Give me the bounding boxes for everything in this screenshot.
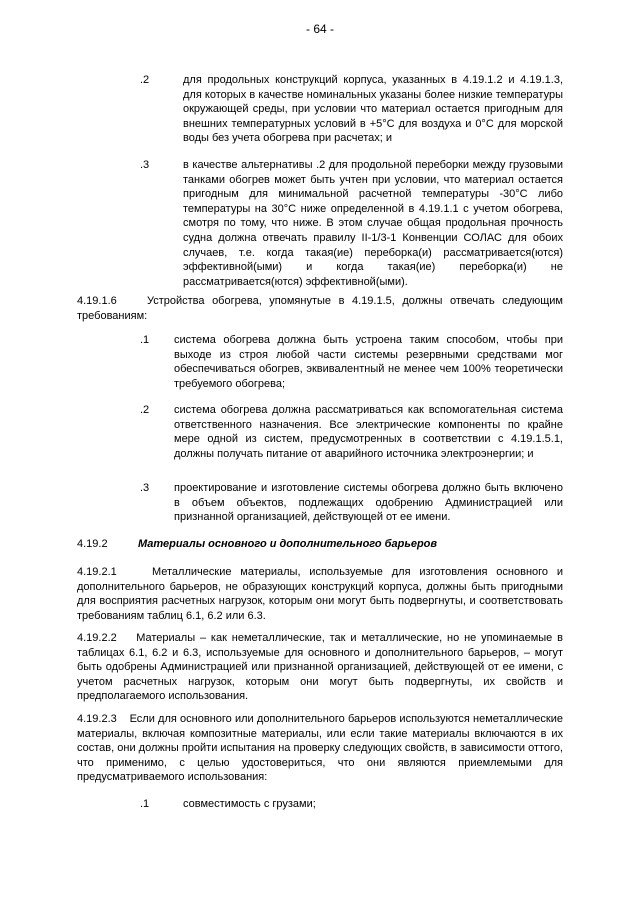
- list-item-text: в качестве альтернативы .2 для продольной переборки между грузовыми танками обогрев может быть учтен при условии, что материал остается пригодным для минимальной расчетной температуры -30°С либо температуры на 30°С ниже определенной в 4.19.1.1 с учетом обогрева, смотря по тому, что ниже. В этом случае общая продольная прочность судна должна отвечать правилу II-1/3-1 Конвенции СОЛАС для обоих случаев, т.е. когда такая(ие) переборка(и) рассматривается(ются) эффективной(ыми) и когда такая(ие) переборка(и) не рассматривается(ются) эффективной(ыми).: [183, 159, 563, 288]
- paragraph-4-19-1-6: 4.19.1.6 Устройства обогрева, упомянутые в 4.19.1.5, должны отвечать следующим требованиям:: [77, 295, 567, 322]
- list-item-number: .3: [140, 159, 150, 171]
- list-item-number: .3: [140, 482, 150, 494]
- page-number: - 64 -: [305, 22, 334, 36]
- paragraph-4-19-2-1: 4.19.2.1 Металлические материалы, используемые для изготовления основного и дополнительного барьеров, не образующих конструкций корпуса, должны быть пригодными для восприятия расчетных нагрузок, которым они могут быть подвергнуты, и соответствовать требованиям таблиц 6.1, 6.2 или 6.3.: [77, 566, 567, 622]
- list-item-number: .1: [140, 334, 150, 346]
- list-item-number: .2: [140, 404, 150, 416]
- list-item-number: .2: [140, 74, 150, 86]
- paragraph-4-19-2-2: 4.19.2.2 Материалы – как неметаллические, так и металлические, но не упоминаемые в таблицах 6.1, 6.2 и 6.3, используемые для основного и дополнительного барьеров, – могут быть одобрены Администрацией или признанной организацией, действующей от ее имени, с учетом расчетных нагрузок, которым они могут быть подвергнуты, их свойств и предполагаемого использования.: [77, 632, 567, 703]
- list-item-text: система обогрева должна рассматриваться как вспомогательная система ответственного назначения. Все электрические компоненты по крайне мере одной из систем, предусмотренных в соответствии с 4.19.1.5.1, должны получать питание от аварийного источника электроэнергии; и: [174, 404, 563, 460]
- list-item-text: для продольных конструкций корпуса, указанных в 4.19.1.2 и 4.19.1.3, для которых в качестве номинальных указаны более низкие температуры окружающей среды, при условии что материал остается пригодным для внешних температурных условий в +5°С для воздуха и 0°С для морской воды без учета обогрева при расчетах; и: [183, 74, 563, 145]
- list-item-text: система обогрева должна быть устроена таким способом, чтобы при выходе из строя любой части системы резервными средствами мог обеспечиваться обогрев, эквивалентный не менее чем 100% теоретически требуемого обогрева;: [174, 334, 563, 390]
- list-item-number: .1: [140, 798, 150, 810]
- section-heading: Материалы основного и дополнительного барьеров: [138, 538, 438, 550]
- list-item-text: совместимость с грузами;: [183, 798, 316, 810]
- section-number: 4.19.2: [77, 538, 108, 550]
- list-item-text: проектирование и изготовление системы обогрева должно быть включено в объем объектов, подлежащих одобрению Администрацией или признанной организацией, действующей от ее имени.: [174, 482, 563, 524]
- paragraph-4-19-2-3: 4.19.2.3 Если для основного или дополнительного барьеров используются неметаллические материалы, включая композитные материалы, или если такие материалы включаются в их состав, они должны пройти испытания на проверку следующих свойств, в зависимости оттого, что применимо, с целью удостовериться, что они являются приемлемыми для предусматриваемого использования:: [77, 713, 567, 784]
